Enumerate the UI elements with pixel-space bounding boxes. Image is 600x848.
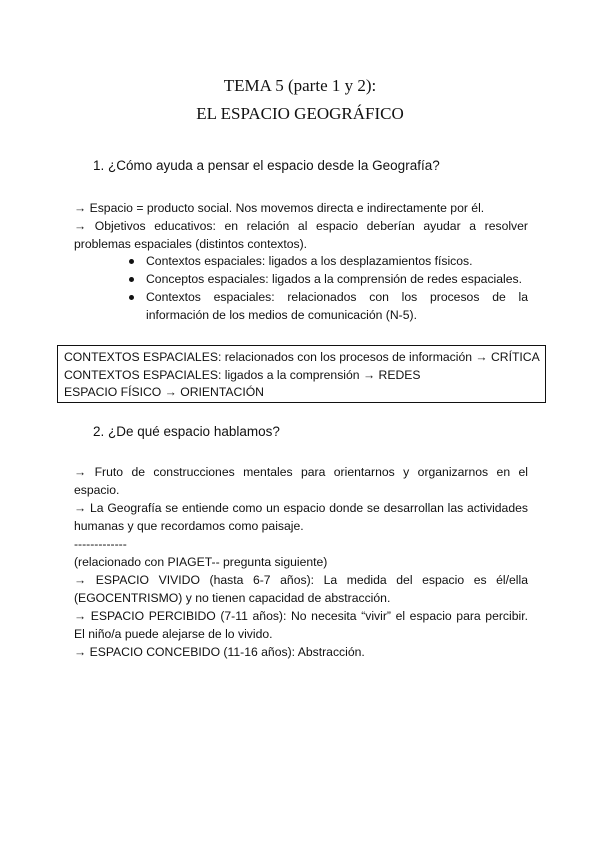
section-2-line: → ESPACIO VIVIDO (hasta 6-7 años): La medida del espacio es él/ella [74,573,528,587]
section-2-line: → Fruto de construcciones mentales para orientarnos y organizarnos en el [74,465,528,479]
title-line-2: EL ESPACIO GEOGRÁFICO [196,104,404,123]
summary-box-line: CONTEXTOS ESPACIALES: relacionados con los procesos de información → CRÍTICA [64,350,540,364]
bullet-dot [129,259,134,264]
section-2-line: → ESPACIO CONCEBIDO (11-16 años): Abstracción. [74,645,365,659]
section-2-line: → ESPACIO PERCIBIDO (7-11 años): No necesita “vivir” el espacio para percibir. [74,609,528,623]
section-2-line: → La Geografía se entiende como un espacio donde se desarrollan las actividades [74,501,528,515]
section-2-line: humanas y que recordamos como paisaje. [74,519,304,533]
bullet-dot [129,277,134,282]
bullet-item: Contextos espaciales: relacionados con los procesos de la [146,290,528,304]
section-2-line: espacio. [74,483,120,497]
summary-box-line: CONTEXTOS ESPACIALES: ligados a la comprensión → REDES [64,368,421,382]
bullet-item-continuation: información de los medios de comunicación (N-5). [146,308,417,322]
title-line-1: TEMA 5 (parte 1 y 2): [223,76,377,95]
section-2-line: (relacionado con PIAGET-- pregunta siguiente) [74,555,328,569]
bullet-item: Conceptos espaciales: ligados a la comprensión de redes espaciales. [146,272,523,286]
section-2-line: (EGOCENTRISMO) y no tienen capacidad de abstracción. [74,591,391,605]
bullet-item: Contextos espaciales: ligados a los desplazamientos físicos. [146,254,473,268]
section-2-divider: ------------- [74,537,127,551]
paragraph-objetivos-line-2: problemas espaciales (distintos contextos). [74,237,308,251]
bullet-dot [129,295,134,300]
paragraph-objetivos-line-1: → Objetivos educativos: en relación al espacio deberían ayudar a resolver [74,219,528,233]
section-1-heading: 1. ¿Cómo ayuda a pensar el espacio desde la Geografía? [93,158,440,173]
section-2-heading: 2. ¿De qué espacio hablamos? [93,424,280,439]
summary-box-line: ESPACIO FÍSICO → ORIENTACIÓN [64,385,264,399]
paragraph-espacio: → Espacio = producto social. Nos movemos directa e indirectamente por él. [74,201,485,215]
section-2-line: El niño/a puede alejarse de lo vivido. [74,627,273,641]
